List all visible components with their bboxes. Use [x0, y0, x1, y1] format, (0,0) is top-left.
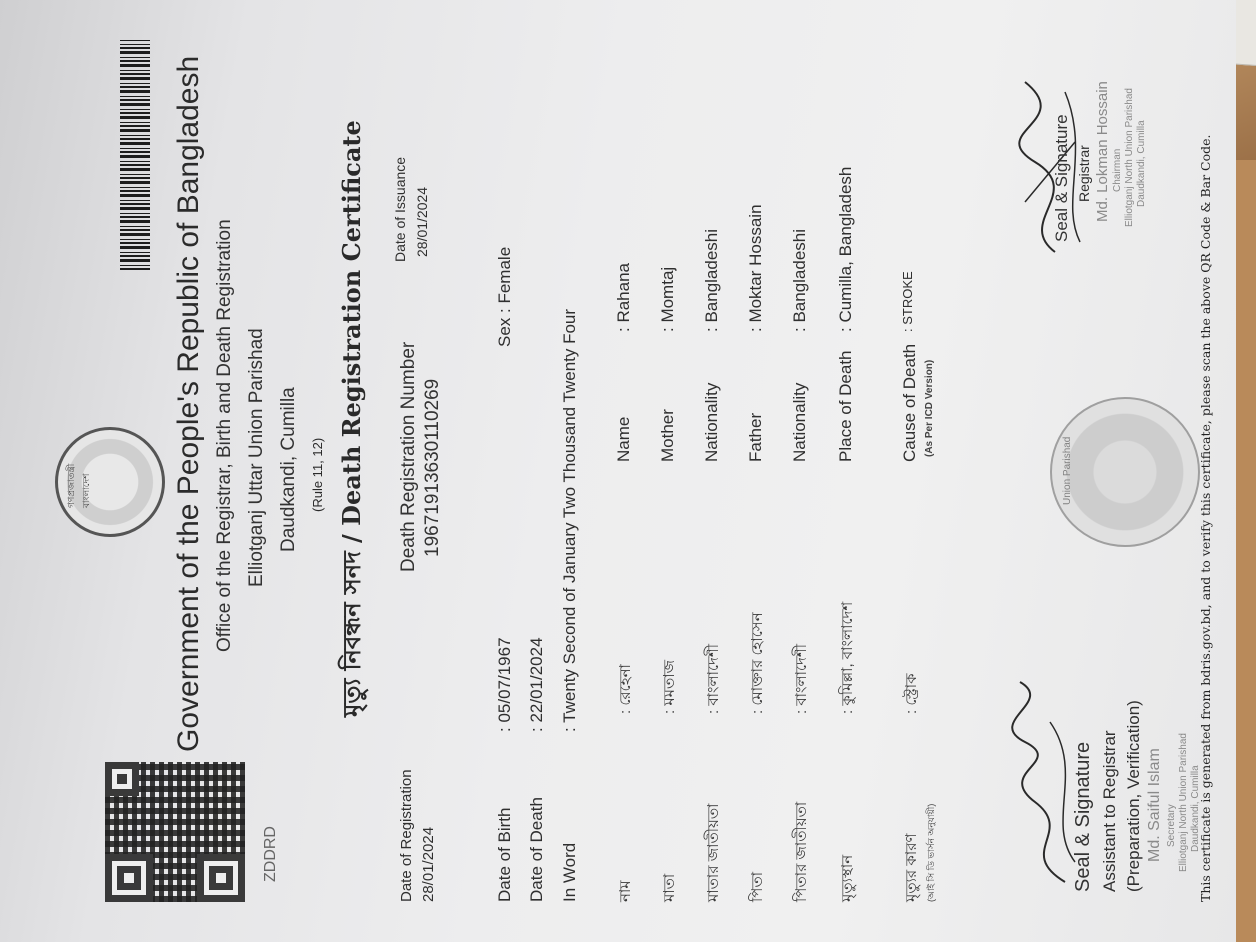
right-seal-heading: Seal & Signature: [1052, 114, 1071, 242]
issuance-date-value: 28/01/2024: [414, 186, 430, 257]
left-stamp-name: Md. Saiful Islam: [1146, 748, 1163, 862]
father-en-value: : Moktar Hossain: [746, 204, 765, 332]
registration-number-label: Death Registration Number: [398, 341, 419, 572]
death-date-value: : 22/01/2024: [527, 637, 546, 732]
left-seal-heading: Seal & Signature: [1072, 741, 1094, 892]
upazila-heading: Daudkandi, Cumilla: [278, 387, 299, 552]
name-bn-label: নাম: [617, 880, 634, 902]
seal-text: Union Parishad: [1062, 436, 1073, 505]
father-en-label: Father: [746, 412, 765, 462]
in-word-value: : Twenty Second of January Two Thousand Twenty Four: [560, 308, 579, 732]
mother-bn-value: : মমতাজ: [661, 659, 678, 714]
right-stamp-line2: Elliotganj North Union Parishad: [1124, 88, 1135, 227]
registration-date-label: Date of Registration: [398, 769, 415, 902]
cause-en-note: (As Per ICD Version): [924, 359, 935, 457]
death-date-label: Date of Death: [527, 797, 546, 902]
cause-bn-value: : স্ট্রোক: [903, 673, 920, 714]
father-bn-value: : মোক্তার হোসেন: [749, 612, 766, 714]
father-nationality-en-label: Nationality: [790, 382, 809, 462]
mother-nationality-en-label: Nationality: [702, 382, 721, 462]
death-place-bn-label: মৃত্যুস্থান: [839, 854, 856, 902]
government-heading: Government of the People's Republic of Bangladesh: [172, 55, 205, 752]
barcode: [120, 40, 150, 270]
certificate-title: মৃত্যু নিবন্ধন সনদ / Death Registration Certificate: [337, 120, 366, 717]
mother-en-label: Mother: [658, 409, 677, 462]
mother-nationality-bn-value: : বাংলাদেশী: [705, 643, 722, 714]
father-nationality-bn-value: : বাংলাদেশী: [793, 643, 810, 714]
rule-note: (Rule 11, 12): [310, 437, 325, 512]
union-parishad-seal: [1050, 397, 1200, 547]
emblem-text: গণপ্রজাতন্ত্রী বাংলাদেশ: [66, 463, 91, 508]
right-role: Registrar: [1076, 145, 1092, 202]
right-stamp-line3: Daudkandi, Cumilla: [1136, 120, 1147, 207]
name-bn-value: : রেহেনা: [617, 664, 634, 714]
sex-value: Sex : Female: [495, 246, 514, 347]
mother-bn-label: মাতা: [661, 873, 678, 902]
union-heading: Elliotganj Uttar Union Parishad: [246, 328, 267, 587]
cause-bn-note: (আই সি ডি ভার্সন অনুযায়ী): [926, 803, 936, 902]
office-heading: Office of the Registrar, Birth and Death Registration: [214, 219, 235, 652]
document-code: ZDDRD: [262, 826, 279, 882]
name-en-value: : Rahana: [614, 263, 633, 332]
mother-en-value: : Momtaj: [658, 266, 677, 332]
issuance-date-label: Date of Issuance: [392, 156, 408, 262]
registration-number-value: 19671913630110269: [422, 378, 443, 557]
left-stamp-line2: Elliotganj North Union Parishad: [1178, 733, 1189, 872]
death-place-en-value: : Cumilla, Bangladesh: [836, 166, 855, 332]
father-nationality-bn-label: পিতার জাতীয়তা: [793, 801, 810, 902]
qr-code: [105, 762, 245, 902]
mother-nationality-bn-label: মাতার জাতীয়তা: [705, 803, 722, 902]
father-bn-label: পিতা: [749, 871, 766, 902]
birth-date-value: : 05/07/1967: [495, 637, 514, 732]
right-stamp-name: Md. Lokman Hossain: [1094, 81, 1111, 222]
cause-en-label: Cause of Death: [900, 343, 919, 462]
verification-footer: This certificate is generated from bdris.gov.bd, and to verify this certificate, please scan the above QR Code & Bar Code.: [1198, 134, 1213, 902]
death-place-bn-value: : কুমিল্লা, বাংলাদেশ: [839, 601, 856, 714]
left-stamp-line3: Daudkandi, Cumilla: [1190, 765, 1201, 852]
right-stamp-line1: Chairman: [1112, 148, 1123, 192]
cause-bn-label: মৃত্যুর কারণ: [903, 833, 920, 902]
birth-date-label: Date of Birth: [495, 807, 514, 902]
in-word-label: In Word: [560, 842, 579, 902]
government-emblem: [55, 427, 165, 537]
cause-en-value: : STROKE: [900, 271, 915, 332]
father-nationality-en-value: : Bangladeshi: [790, 228, 809, 332]
registration-date-value: 28/01/2024: [420, 826, 437, 902]
left-role: Assistant to Registrar: [1100, 730, 1119, 892]
mother-nationality-en-value: : Bangladeshi: [702, 228, 721, 332]
death-place-en-label: Place of Death: [836, 350, 855, 462]
left-sub-role: (Preparation, Verification): [1124, 700, 1143, 892]
left-stamp-line1: Secretary: [1166, 804, 1177, 847]
name-en-label: Name: [614, 416, 633, 462]
